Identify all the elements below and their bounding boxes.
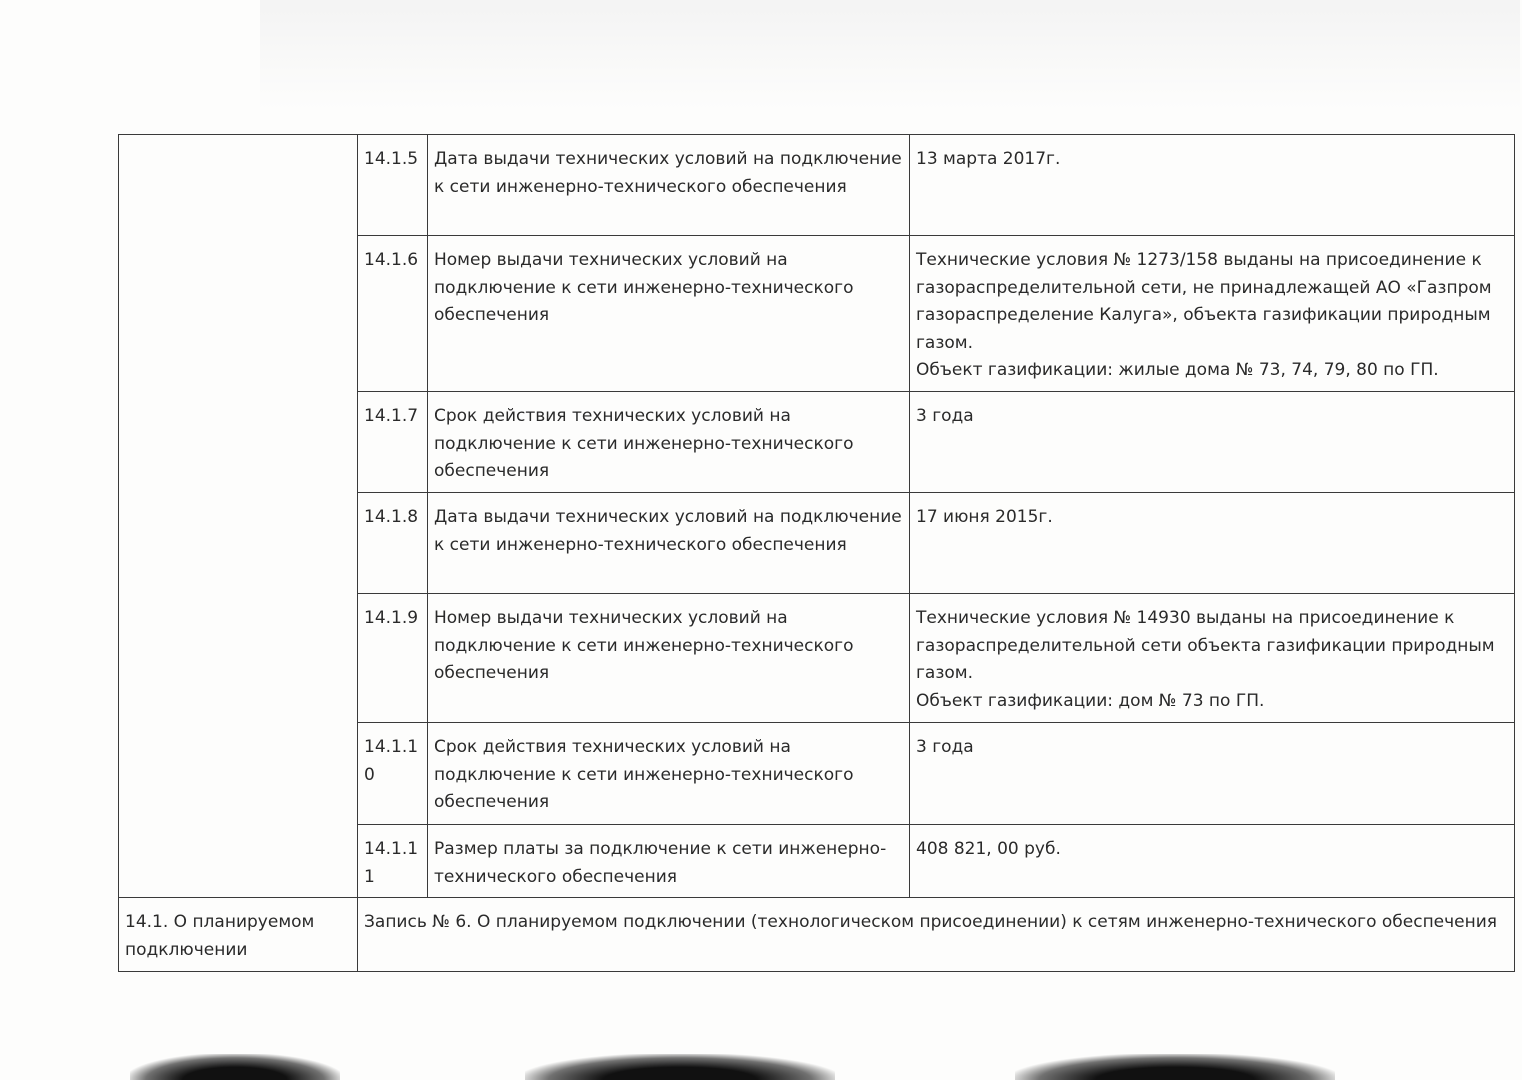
row-number: 14.1.8 (358, 493, 428, 594)
row-number: 14.1.10 (358, 723, 428, 825)
scan-artifact (525, 1054, 835, 1080)
row-number: 14.1.6 (358, 236, 428, 392)
row-value: 3 года (910, 392, 1515, 493)
row-value: 3 года (910, 723, 1515, 825)
table-row (119, 135, 1515, 236)
row-number: 14.1.11 (358, 825, 428, 898)
row-value: 17 июня 2015г. (910, 493, 1515, 594)
row-value: 13 марта 2017г. (910, 135, 1515, 236)
row-label: Дата выдачи технических условий на подключение к сети инженерно-технического обеспечения (428, 493, 910, 594)
row-value: Технические условия № 14930 выданы на присоединение к газораспределительной сети объекта газификации природным газом. Объект газификации: дом № 73 по ГП. (910, 594, 1515, 723)
section-label: 14.1. О планируемом подключении (119, 898, 358, 972)
row-label: Срок действия технических условий на подключение к сети инженерно-технического обеспечения (428, 392, 910, 493)
scan-artifact (130, 1054, 340, 1080)
section-blank-cell (119, 135, 358, 898)
row-label: Срок действия технических условий на подключение к сети инженерно-технического обеспечения (428, 723, 910, 825)
row-value: 408 821, 00 руб. (910, 825, 1515, 898)
row-value: Технические условия № 1273/158 выданы на присоединение к газораспределительной сети, не принадлежащей АО «Газпром газораспределение Калуга», объекта газификации природным газом. Объект газификации: жилые дома № 73, 74, 79, 80 по ГП. (910, 236, 1515, 392)
row-number: 14.1.5 (358, 135, 428, 236)
section-row (119, 898, 1515, 972)
row-number: 14.1.7 (358, 392, 428, 493)
scan-shadow (260, 0, 1520, 110)
row-number: 14.1.9 (358, 594, 428, 723)
scan-artifact (1015, 1054, 1335, 1080)
row-label: Дата выдачи технических условий на подключение к сети инженерно-технического обеспечения (428, 135, 910, 236)
row-label: Номер выдачи технических условий на подключение к сети инженерно-технического обеспечения (428, 594, 910, 723)
connection-conditions-table (118, 134, 1515, 972)
record-text: Запись № 6. О планируемом подключении (технологическом присоединении) к сетям инженерно-технического обеспечения (358, 898, 1515, 972)
row-label: Размер платы за подключение к сети инженерно-технического обеспечения (428, 825, 910, 898)
row-label: Номер выдачи технических условий на подключение к сети инженерно-технического обеспечения (428, 236, 910, 392)
